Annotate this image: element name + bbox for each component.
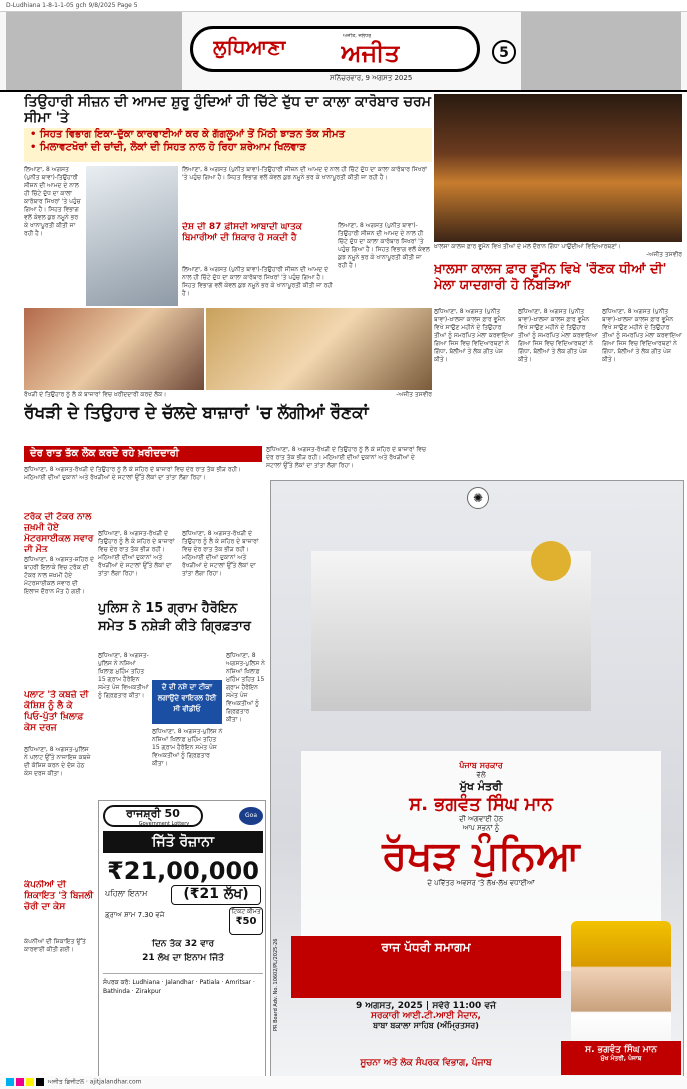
ad-leadership: ਦੀ ਅਗਵਾਈ ਹੇਠ — [459, 815, 503, 823]
khalsa-credit: -ਅਜੀਤ ਤਸਵੀਰ — [646, 251, 682, 258]
lottery-ticket-label: ਟਿਕਟ ਕੀਮਤ — [231, 908, 261, 915]
ad-cm-title: ਮੁੱਖ ਮੰਤਰੀ — [459, 780, 503, 793]
lottery-tagline: ਜਿੱਤੋ ਰੋਜ਼ਾਨਾ — [103, 831, 263, 853]
rakhi-photo-left — [24, 308, 204, 390]
ad-details — [291, 1001, 561, 1049]
khalsa-body-3: ਲੁਧਿਆਣਾ, 8 ਅਗਸਤ (ਪੁਨੀਤ ਬਾਵਾ)-ਖ਼ਾਲਸਾ ਕਾਲਜ ਫ਼ਾਰ ਵੂਮੈਨ ਵਿਖੇ ਸਾਉਣ ਮਹੀਨੇ ਦੇ ਤਿਉਹਾਰ ਤੀਆਂ ਨੂੰ ਸਮਰਪਿਤ ਮੇਲਾ ਕਰਵਾਇਆ ਗਿਆ ਜਿਸ ਵਿਚ ਵਿਦਿਆਰਥਣਾਂ ਨੇ ਗਿੱਧਾ, ਬੋਲੀਆਂ ਤੇ ਲੋਕ ਗੀਤ ਪੇਸ਼ ਕੀਤੇ। — [602, 308, 682, 363]
masthead-photo-left — [6, 12, 182, 90]
lead-bullet: • ਸਿਹਤ ਵਿਭਾਗ ਇਕਾ-ਦੁੱਕਾ ਕਾਰਵਾਈਆਂ ਕਰ ਕੇ ਗੱਗਲੂਆਂ ਤੋਂ ਮਿੱਠੀ ਝਾੜਨ ਤੱਕ ਸੀਮਤ — [30, 129, 346, 140]
lottery-brand-sub: Government Lottery — [138, 821, 190, 827]
lead-bullet: • ਮਿਲਾਵਟਖੋਰਾਂ ਦੀ ਚਾਂਦੀ, ਲੋਕਾਂ ਦੀ ਸਿਹਤ ਨਾਲ ਹੋ ਰਿਹਾ ਸ਼ਰੇਆਮ ਖਿਲਵਾੜ — [30, 142, 306, 153]
police-inset: ਦੋ ਦੀ ਨਸ਼ੇ ਦਾ ਟੀਕਾ ਲਗਾਉਂਦੇ ਵਾਇਰਲ ਹੋਈ ਸੀ ਵੀਡੀਓ — [152, 680, 222, 724]
khalsa-body: ਲੁਧਿਆਣਾ, 8 ਅਗਸਤ (ਪੁਨੀਤ ਬਾਵਾ)-ਖ਼ਾਲਸਾ ਕਾਲਜ ਫ਼ਾਰ ਵੂਮੈਨ ਵਿਖੇ ਸਾਉਣ ਮਹੀਨੇ ਦੇ ਤਿਉਹਾਰ ਤੀਆਂ ਨੂੰ ਸਮਰਪਿਤ ਮੇਲਾ ਕਰਵਾਇਆ ਗਿਆ ਜਿਸ ਵਿਚ ਵਿਦਿਆਰਥਣਾਂ ਨੇ ਗਿੱਧਾ, ਬੋਲੀਆਂ ਤੇ ਲੋਕ ਗੀਤ ਪੇਸ਼ ਕੀਤੇ। — [434, 308, 514, 363]
ad-cm-name: ਸ. ਭਗਵੰਤ ਸਿੰਘ ਮਾਨ — [409, 794, 553, 815]
cm-caption-box — [561, 1041, 681, 1075]
lead-body-cont: ਲਿਆਣਾ, 8 ਅਗਸਤ (ਪੁਨੀਤ ਬਾਵਾ)-ਤਿਉਹਾਰੀ ਸੀਜ਼ਨ ਦੀ ਆਮਦ ਦੇ ਨਾਲ ਹੀ ਚਿੱਟੇ ਦੁੱਧ ਦਾ ਕਾਲਾ ਕਾਰੋਬਾਰ ਸਿਖਰਾਂ 'ਤੇ ਪਹੁੰਚ ਗਿਆ ਹੈ। ਸਿਹਤ ਵਿਭਾਗ ਵਲੋਂ ਕੇਵਲ ਕੁਝ ਨਮੂਨੇ ਭਰ ਕੇ ਖਾਨਾਪੂਰਤੀ ਕੀਤੀ ਜਾ ਰਹੀ ਹੈ। — [182, 166, 428, 181]
rakhi-photo-right — [206, 308, 432, 390]
side-story-title: ਕੰਪਨੀਆਂ ਦੀ ਸ਼ਿਕਾਇਤ 'ਤੇ ਬਿਜਲੀ ਚੋਰੀ ਦਾ ਕੇਸ — [24, 880, 94, 912]
ad-place: ਬਾਬਾ ਬਕਾਲਾ ਸਾਹਿਬ (ਅੰਮ੍ਰਿਤਸਰ) — [373, 1021, 479, 1030]
cm-caption: ਸ. ਭਗਵੰਤ ਸਿੰਘ ਮਾਨ — [585, 1045, 657, 1055]
cm-caption-sub: ਮੁੱਖ ਮੰਤਰੀ, ਪੰਜਾਬ — [600, 1055, 642, 1062]
emblem-icon: ✺ — [467, 487, 489, 509]
rakhi-body-col3: ਲੁਧਿਆਣਾ, 8 ਅਗਸਤ-ਰੱਖੜੀ ਦੇ ਤਿਉਹਾਰ ਨੂੰ ਲੈ ਕੇ ਸ਼ਹਿਰ ਦੇ ਬਾਜ਼ਾਰਾਂ ਵਿਚ ਦੇਰ ਰਾਤ ਤੱਕ ਭੀੜ ਰਹੀ। ਮਠਿਆਈ ਦੀਆਂ ਦੁਕਾਨਾਂ ਅਤੇ ਰੱਖੜੀਆਂ ਦੇ ਸਟਾਲਾਂ ਉੱਤੇ ਲੋਕਾਂ ਦਾ ਤਾਂਤਾ ਲੱਗਾ ਰਿਹਾ। — [182, 530, 259, 577]
masthead-city: ਲੁਧਿਆਣਾ — [213, 35, 287, 59]
lottery-amount-words: (₹21 ਲੱਖ) — [171, 885, 261, 905]
page-number: 5 — [492, 40, 516, 64]
lottery-ad — [98, 800, 266, 1080]
lottery-brand: ਰਾਜਸ਼੍ਰੀ 50 — [103, 805, 203, 827]
cyan-swatch — [6, 1078, 14, 1086]
side-story-body: ਲੁਧਿਆਣਾ, 8 ਅਗਸਤ-ਸ਼ਹਿਰ ਦੇ ਬਾਹਰੀ ਇਲਾਕੇ ਵਿਚ ਟਰੱਕ ਦੀ ਟੱਕਰ ਨਾਲ ਜ਼ਖ਼ਮੀ ਹੋਏ ਮੋਟਰਸਾਈਕਲ ਸਵਾਰ ਦੀ ਇਲਾਜ ਦੌਰਾਨ ਮੌਤ ਹੋ ਗਈ। — [24, 556, 94, 595]
magenta-swatch — [16, 1078, 24, 1086]
lottery-amount: ₹21,00,000 — [107, 857, 259, 885]
print-colorbar — [0, 1076, 687, 1089]
masthead-photo-right — [521, 12, 681, 90]
side-story-title: ਪਲਾਟ 'ਤੇ ਕਬਜ਼ੇ ਦੀ ਕੋਸ਼ਿਸ਼ ਨੂੰ ਲੈ ਕੇ ਪਿਓ-ਪੁੱਤਾਂ ਖ਼ਿਲਾਫ਼ ਕੇਸ ਦਰਜ — [24, 690, 89, 733]
lead-headline: ਤਿਉਹਾਰੀ ਸੀਜ਼ਨ ਦੀ ਆਮਦ ਸ਼ੁਰੂ ਹੁੰਦਿਆਂ ਹੀ ਚਿੱਟੇ ਦੁੱਧ ਦਾ ਕਾਲਾ ਕਾਰੋਬਾਰ ਚਰਮ ਸੀਮਾ 'ਤੇ — [24, 94, 431, 126]
rakhi-body: ਲੁਧਿਆਣਾ, 8 ਅਗਸਤ-ਰੱਖੜੀ ਦੇ ਤਿਉਹਾਰ ਨੂੰ ਲੈ ਕੇ ਸ਼ਹਿਰ ਦੇ ਬਾਜ਼ਾਰਾਂ ਵਿਚ ਦੇਰ ਰਾਤ ਤੱਕ ਭੀੜ ਰਹੀ। ਮਠਿਆਈ ਦੀਆਂ ਦੁਕਾਨਾਂ ਅਤੇ ਰੱਖੜੀਆਂ ਦੇ ਸਟਾਲਾਂ ਉੱਤੇ ਲੋਕਾਂ ਦਾ ਤਾਂਤਾ ਲੱਗਾ ਰਿਹਾ। — [24, 466, 242, 481]
rakhi-body-col2: ਲੁਧਿਆਣਾ, 8 ਅਗਸਤ-ਰੱਖੜੀ ਦੇ ਤਿਉਹਾਰ ਨੂੰ ਲੈ ਕੇ ਸ਼ਹਿਰ ਦੇ ਬਾਜ਼ਾਰਾਂ ਵਿਚ ਦੇਰ ਰਾਤ ਤੱਕ ਭੀੜ ਰਹੀ। ਮਠਿਆਈ ਦੀਆਂ ਦੁਕਾਨਾਂ ਅਤੇ ਰੱਖੜੀਆਂ ਦੇ ਸਟਾਲਾਂ ਉੱਤੇ ਲੋਕਾਂ ਦਾ ਤਾਂਤਾ ਲੱਗਾ ਰਿਹਾ। — [98, 530, 175, 577]
lead-box-body: ਲਿਆਣਾ, 8 ਅਗਸਤ (ਪੁਨੀਤ ਬਾਵਾ)-ਤਿਉਹਾਰੀ ਸੀਜ਼ਨ ਦੀ ਆਮਦ ਦੇ ਨਾਲ ਹੀ ਚਿੱਟੇ ਦੁੱਧ ਦਾ ਕਾਲਾ ਕਾਰੋਬਾਰ ਸਿਖਰਾਂ 'ਤੇ ਪਹੁੰਚ ਗਿਆ ਹੈ। ਸਿਹਤ ਵਿਭਾਗ ਵਲੋਂ ਕੇਵਲ ਕੁਝ ਨਮੂਨੇ ਭਰ ਕੇ ਖਾਨਾਪੂਰਤੀ ਕੀਤੀ ਜਾ ਰਹੀ ਹੈ। — [338, 222, 430, 269]
ad-datetime: 9 ਅਗਸਤ, 2025 | ਸਵੇਰੇ 11:00 ਵਜੇ — [356, 1001, 496, 1011]
ad-venue: ਸਰਕਾਰੀ ਆਈ.ਟੀ.ਆਈ ਮੈਦਾਨ, — [371, 1011, 481, 1021]
ad-greeting: ਆਪ ਸਭਨਾਂ ਨੂੰ — [462, 824, 500, 832]
temple-dome — [531, 541, 571, 581]
masthead-sub: ਅਜੀਤ, ਜਲੰਧਰ — [343, 33, 372, 39]
ad-title: ਰੱਖੜ ਪੁੰਨਿਆ — [382, 833, 580, 879]
police-body-2: ਲੁਧਿਆਣਾ, 8 ਅਗਸਤ-ਪੁਲਿਸ ਨੇ ਨਸ਼ਿਆਂ ਖ਼ਿਲਾਫ਼ ਮੁਹਿੰਮ ਤਹਿਤ 15 ਗ੍ਰਾਮ ਹੈਰੋਇਨ ਸਮੇਤ ਪੰਜ ਵਿਅਕਤੀਆਂ ਨੂੰ ਗ੍ਰਿਫ਼ਤਾਰ ਕੀਤਾ। — [226, 652, 265, 723]
khalsa-headline: ਖ਼ਾਲਸਾ ਕਾਲਜ ਫ਼ਾਰ ਵੂਮੈਨ ਵਿਖੇ 'ਰੌਣਕ ਧੀਆਂ ਦੀ' ਮੇਲਾ ਯਾਦਗਾਰੀ ਹੋ ਨਿੱਬੜਿਆ — [434, 262, 667, 293]
khalsa-photo — [434, 94, 682, 242]
ad-ro: PR Board Adv. No. 10602/PL/2025-26 — [273, 938, 279, 1031]
lottery-ticket-price: ₹50 — [235, 916, 257, 927]
police-body: ਲੁਧਿਆਣਾ, 8 ਅਗਸਤ-ਪੁਲਿਸ ਨੇ ਨਸ਼ਿਆਂ ਖ਼ਿਲਾਫ਼ ਮੁਹਿੰਮ ਤਹਿਤ 15 ਗ੍ਰਾਮ ਹੈਰੋਇਨ ਸਮੇਤ ਪੰਜ ਵਿਅਕਤੀਆਂ ਨੂੰ ਗ੍ਰਿਫ਼ਤਾਰ ਕੀਤਾ। — [98, 652, 149, 699]
khalsa-body-2: ਲੁਧਿਆਣਾ, 8 ਅਗਸਤ (ਪੁਨੀਤ ਬਾਵਾ)-ਖ਼ਾਲਸਾ ਕਾਲਜ ਫ਼ਾਰ ਵੂਮੈਨ ਵਿਖੇ ਸਾਉਣ ਮਹੀਨੇ ਦੇ ਤਿਉਹਾਰ ਤੀਆਂ ਨੂੰ ਸਮਰਪਿਤ ਮੇਲਾ ਕਰਵਾਇਆ ਗਿਆ ਜਿਸ ਵਿਚ ਵਿਦਿਆਰਥਣਾਂ ਨੇ ਗਿੱਧਾ, ਬੋਲੀਆਂ ਤੇ ਲੋਕ ਗੀਤ ਪੇਸ਼ ਕੀਤੇ। — [518, 308, 598, 363]
rakhi-body-top: ਲੁਧਿਆਣਾ, 8 ਅਗਸਤ-ਰੱਖੜੀ ਦੇ ਤਿਉਹਾਰ ਨੂੰ ਲੈ ਕੇ ਸ਼ਹਿਰ ਦੇ ਬਾਜ਼ਾਰਾਂ ਵਿਚ ਦੇਰ ਰਾਤ ਤੱਕ ਭੀੜ ਰਹੀ। ਮਠਿਆਈ ਦੀਆਂ ਦੁਕਾਨਾਂ ਅਤੇ ਰੱਖੜੀਆਂ ਦੇ ਸਟਾਲਾਂ ਉੱਤੇ ਲੋਕਾਂ ਦਾ ਤਾਂਤਾ ਲੱਗਾ ਰਿਹਾ। — [266, 446, 427, 469]
yellow-swatch — [26, 1078, 34, 1086]
milk-photo — [86, 166, 178, 306]
lead-body: ਲਿਆਣਾ, 8 ਅਗਸਤ (ਪੁਨੀਤ ਬਾਵਾ)-ਤਿਉਹਾਰੀ ਸੀਜ਼ਨ ਦੀ ਆਮਦ ਦੇ ਨਾਲ ਹੀ ਚਿੱਟੇ ਦੁੱਧ ਦਾ ਕਾਲਾ ਕਾਰੋਬਾਰ ਸਿਖਰਾਂ 'ਤੇ ਪਹੁੰਚ ਗਿਆ ਹੈ। ਸਿਹਤ ਵਿਭਾਗ ਵਲੋਂ ਕੇਵਲ ਕੁਝ ਨਮੂਨੇ ਭਰ ਕੇ ਖਾਨਾਪੂਰਤੀ ਕੀਤੀ ਜਾ ਰਹੀ ਹੈ। — [24, 166, 81, 237]
masthead-date: ਸਨਿੱਚਰਵਾਰ, 9 ਅਗਸਤ 2025 — [330, 74, 413, 82]
lead-box-body-2: ਲਿਆਣਾ, 8 ਅਗਸਤ (ਪੁਨੀਤ ਬਾਵਾ)-ਤਿਉਹਾਰੀ ਸੀਜ਼ਨ ਦੀ ਆਮਦ ਦੇ ਨਾਲ ਹੀ ਚਿੱਟੇ ਦੁੱਧ ਦਾ ਕਾਲਾ ਕਾਰੋਬਾਰ ਸਿਖਰਾਂ 'ਤੇ ਪਹੁੰਚ ਗਿਆ ਹੈ। ਸਿਹਤ ਵਿਭਾਗ ਵਲੋਂ ਕੇਵਲ ਕੁਝ ਨਮੂਨੇ ਭਰ ਕੇ ਖਾਨਾਪੂਰਤੀ ਕੀਤੀ ਜਾ ਰਹੀ ਹੈ। — [182, 266, 333, 297]
print-slug: D-Ludhiana 1-8-1-1-05 gch 9/8/2025 Page 5 — [0, 0, 687, 12]
masthead — [0, 12, 687, 92]
ad-event: ਰਾਜ ਪੱਧਰੀ ਸਮਾਗਮ — [381, 940, 471, 954]
rakhi-strap: ਦੇਰ ਰਾਤ ਤੱਕ ਲੋਕ ਕਰਦੇ ਰਹੇ ਖ਼ਰੀਦਦਾਰੀ — [24, 446, 262, 462]
khalsa-caption: ਖ਼ਾਲਸਾ ਕਾਲਜ ਫ਼ਾਰ ਵੂਮੈਨ ਵਿਖੇ ਤੀਆਂ ਦੇ ਮੇਲੇ ਦੌਰਾਨ ਗਿੱਧਾ ਪਾਉਂਦੀਆਂ ਵਿਦਿਆਰਥਣਾਂ। — [434, 243, 621, 250]
ad-govt: ਪੰਜਾਬ ਸਰਕਾਰ — [459, 761, 503, 770]
rakhi-caption: ਰੱਖੜੀ ਦੇ ਤਿਉਹਾਰ ਨੂੰ ਲੈ ਕੇ ਬਾਜ਼ਾਰਾਂ ਵਿਚ ਖ਼ਰੀਦਦਾਰੀ ਕਰਦੇ ਲੋਕ। — [24, 391, 167, 398]
lottery-draws: ਦਿਨ ਤੱਕ 32 ਵਾਰ — [151, 939, 215, 949]
side-story-body: ਕੰਪਨੀਆਂ ਦੀ ਸ਼ਿਕਾਇਤ ਉੱਤੇ ਕਾਰਵਾਈ ਕੀਤੀ ਗਈ। — [24, 938, 86, 953]
rakhi-credit: -ਅਜੀਤ ਤਸਵੀਰ — [396, 391, 432, 398]
ad-department: ਸੂਚਨਾ ਅਤੇ ਲੋਕ ਸੰਪਰਕ ਵਿਭਾਗ, ਪੰਜਾਬ — [360, 1058, 492, 1068]
rakhi-headline: ਰੱਖੜੀ ਦੇ ਤਿਉਹਾਰ ਦੇ ਚੱਲਦੇ ਬਾਜ਼ਾਰਾਂ 'ਚ ਲੱਗੀਆਂ ਰੌਣਕਾਂ — [24, 403, 369, 423]
ad-event-strip — [291, 936, 561, 998]
footer-text: ਅਜੀਤ ਡਿਜੀਟਲ · ajitjalandhar.com — [47, 1078, 142, 1086]
lead-bullets — [24, 128, 432, 162]
ad-by: ਵੱਲੋਂ — [476, 771, 486, 779]
black-swatch — [36, 1078, 44, 1086]
side-story-title: ਟਰੱਕ ਦੀ ਟੱਕਰ ਨਾਲ ਜ਼ਖ਼ਮੀ ਹੋਏ ਮੋਟਰਸਾਈਕਲ ਸਵਾਰ ਦੀ ਮੌਤ — [24, 512, 94, 552]
lottery-ticket-box — [229, 907, 263, 935]
lottery-first-prize: ਪਹਿਲਾ ਇਨਾਮ — [105, 889, 148, 898]
masthead-name: ਅਜੀਤ — [341, 39, 400, 67]
side-story-body: ਲੁਧਿਆਣਾ, 8 ਅਗਸਤ-ਪੁਲਿਸ ਨੇ ਪਲਾਟ ਉੱਤੇ ਨਾਜਾਇਜ਼ ਕਬਜ਼ੇ ਦੀ ਕੋਸ਼ਿਸ਼ ਕਰਨ ਦੇ ਦੋਸ਼ ਹੇਠ ਕੇਸ ਦਰਜ ਕੀਤਾ। — [24, 746, 91, 777]
lead-box-title: ਦੇਸ਼ ਦੀ 87 ਫ਼ੀਸਦੀ ਆਬਾਦੀ ਘਾਤਕ ਬਿਮਾਰੀਆਂ ਦੀ ਸ਼ਿਕਾਰ ਹੋ ਸਕਦੀ ਹੈ — [182, 222, 302, 243]
lottery-draws2: 21 ਲੱਖ ਦਾ ਇਨਾਮ ਜਿੱਤੋ — [142, 953, 224, 963]
ad-subtitle: ਦੇ ਪਵਿੱਤਰ ਅਵਸਰ 'ਤੇ ਲੱਖ-ਲੱਖ ਵਧਾਈਆਂ — [427, 879, 535, 887]
govt-ad — [270, 480, 684, 1080]
lottery-state: Goa — [239, 807, 263, 825]
police-body-3: ਲੁਧਿਆਣਾ, 8 ਅਗਸਤ-ਪੁਲਿਸ ਨੇ ਨਸ਼ਿਆਂ ਖ਼ਿਲਾਫ਼ ਮੁਹਿੰਮ ਤਹਿਤ 15 ਗ੍ਰਾਮ ਹੈਰੋਇਨ ਸਮੇਤ ਪੰਜ ਵਿਅਕਤੀਆਂ ਨੂੰ ਗ੍ਰਿਫ਼ਤਾਰ ਕੀਤਾ। — [152, 728, 223, 767]
police-headline: ਪੁਲਿਸ ਨੇ 15 ਗ੍ਰਾਮ ਹੈਰੋਇਨ ਸਮੇਤ 5 ਨਸ਼ੇੜੀ ਕੀਤੇ ਗ੍ਰਿਫ਼ਤਾਰ — [98, 601, 251, 634]
lottery-draw-time: ਡ੍ਰਾਅ ਸ਼ਾਮ 7.30 ਵਜੇ — [105, 911, 165, 919]
lottery-dealers: ਸੰਪਰਕ ਕਰੋ: Ludhiana · Jalandhar · Patiala · Amritsar · Bathinda · Zirakpur — [103, 973, 263, 1073]
masthead-oval — [190, 26, 480, 72]
